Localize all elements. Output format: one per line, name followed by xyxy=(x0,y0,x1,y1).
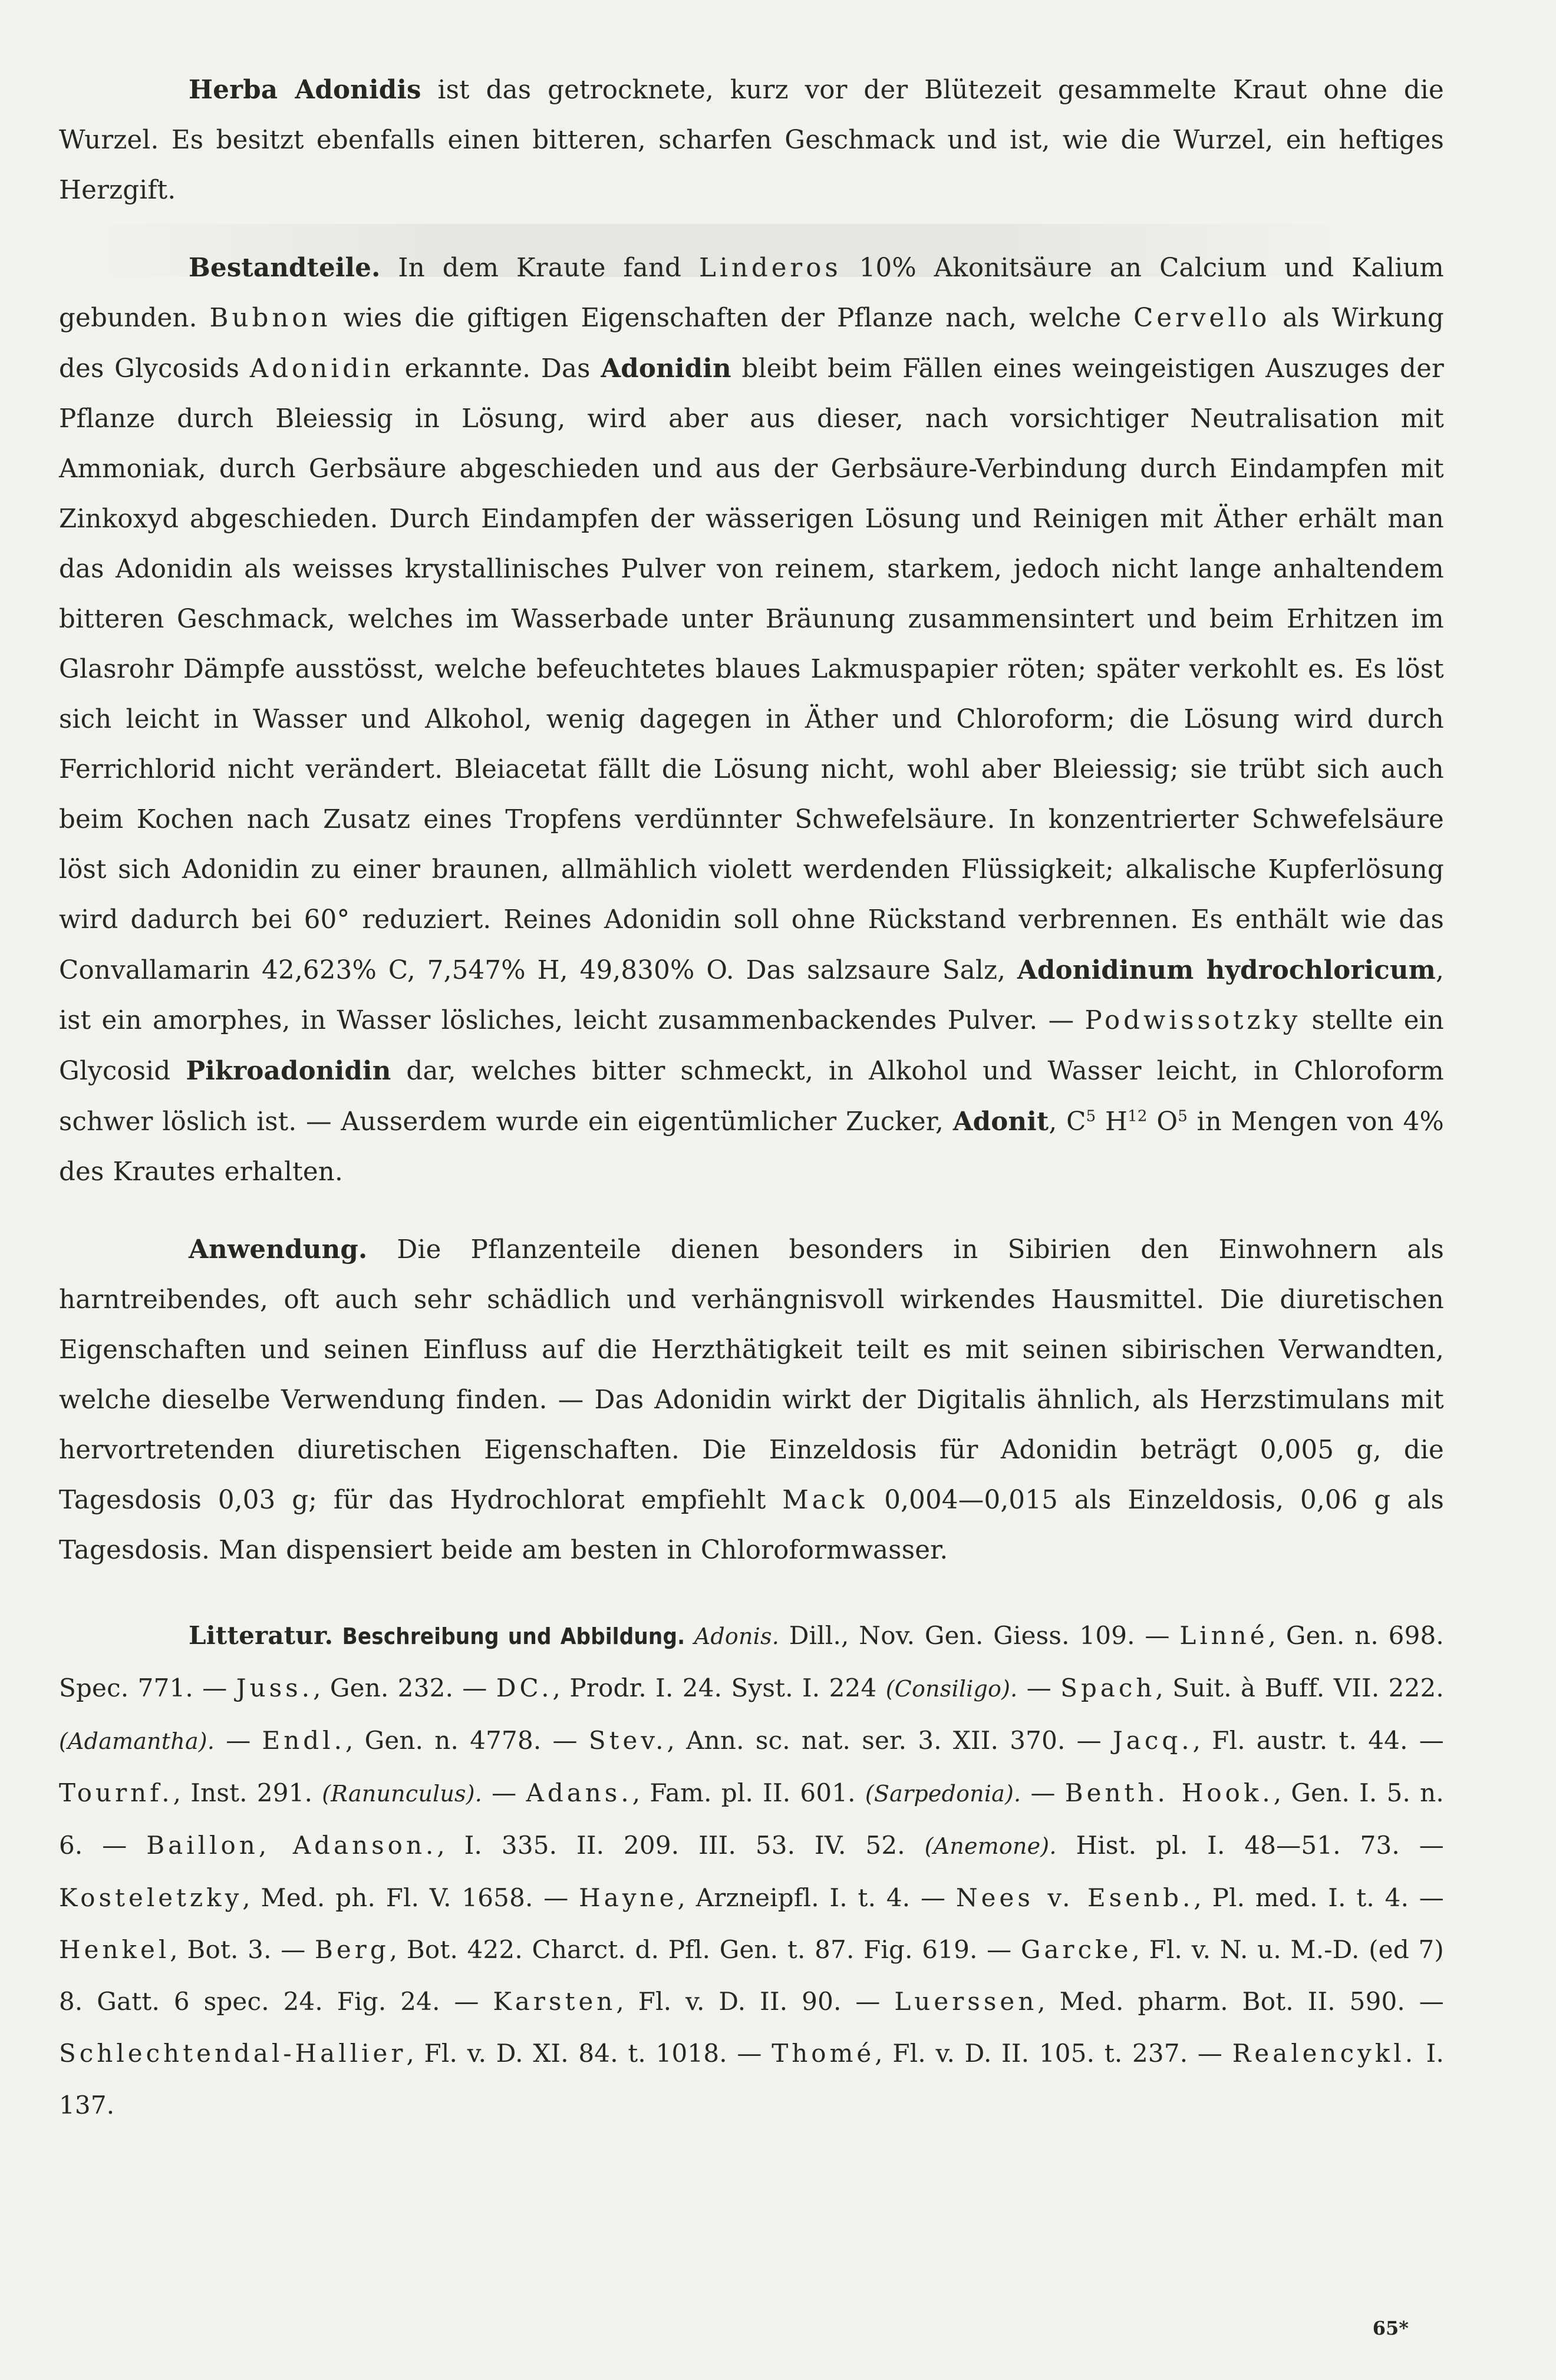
text-run: , Fam. pl. II. 601. xyxy=(632,1778,865,1807)
author-name: Juss. xyxy=(236,1673,314,1702)
text-run: , Fl. v. N. u. M.-D. (ed 7) 8. Gatt. 6 spec. 24. Fig. 24. — xyxy=(59,1935,1445,2016)
text-run: bleibt beim Fällen eines weingeistigen Auszuges der Pflanze durch Bleiessig in Lösung, wird aber aus dieser, nach vorsichtiger Neutralisation mit Ammoniak, durch Gerbsäure abgeschieden und aus der Gerbsäure-Verbindung durch Eindampfen mit Zinkoxyd abgeschieden. Durch Eindampfen der wässerigen Lösung und Reinigen mit Äther erhält man das Adonidin als weisses krystallinisches Pulver von reinem, starkem, jedoch nicht lange anhaltendem bitteren Geschmack, welches im Wasserbade unter Bräunung zusammensintert und beim Erhitzen im Glasrohr Dämpfe ausstösst, welche befeuchtetes blaues Lakmuspapier röten; später verkohlt es. Es löst sich leicht in Wasser und Alkohol, wenig dagegen in Äther und Chloroform; die Lösung wird durch Ferrichlorid nicht verändert. Bleiacetat fällt die Lösung nicht, wohl aber Bleiessig; sie trübt sich auch beim Kochen nach Zusatz eines Tropfens verdünnter Schwefelsäure. In konzentrierter Schwefelsäure löst sich Adonidin zu einer braunen, allmählich violett werdenden Flüssigkeit; alkalische Kupferlösung wird dadurch bei 60° reduziert. Reines Adonidin soll ohne Rückstand verbrennen. Es enthält wie das Convallamarin 42,623% C, 7,547% H, 49,830% O. Das salzsaure Salz, xyxy=(59,354,1445,985)
text-run: , Inst. 291. xyxy=(173,1778,322,1807)
text-run: , Arzneipfl. I. t. 4. — xyxy=(677,1883,956,1912)
text-run: , I. 335. II. 209. III. 53. IV. 52. xyxy=(437,1831,925,1860)
taxon-name: (Ranunculus). xyxy=(322,1781,483,1807)
page-signature: 65* xyxy=(1372,2317,1409,2339)
text-run: 10% Akonitsäure an Calcium und Kalium gebunden. xyxy=(59,253,1444,333)
compound-name: Adonidin xyxy=(601,354,731,384)
taxon-name: Adonis. xyxy=(685,1623,780,1649)
formula-superscript: 12 xyxy=(1128,1107,1148,1125)
paragraph-lead: Herba Adonidis xyxy=(189,75,421,105)
author-name: Kosteletzky xyxy=(59,1883,243,1912)
author-name: Garcke xyxy=(1020,1935,1132,1964)
text-run: Die Pflanzenteile dienen besonders in Sibirien den Einwohnern als harntreibendes, oft auch sehr schädlich und verhängnisvoll wirkendes Hausmittel. Die diuretischen Eigenschaften und seinen Einfluss auf die Herzthätigkeit teilt es mit seinen sibirischen Verwandten, welche dieselbe Verwendung finden. — Das Adonidin wirkt der Digitalis ähnlich, als Herzstimulans mit hervortretenden diuretischen Eigenschaften. Die Einzeldosis für Adonidin beträgt 0,005 g, die Tagesdosis 0,03 g; für das Hydrochlorat empfiehlt xyxy=(59,1235,1444,1515)
paragraph-herba-adonidis xyxy=(59,65,1444,216)
author-name: Linné xyxy=(1179,1621,1268,1650)
text-run: , Pl. med. I. t. 4. — xyxy=(1194,1883,1445,1912)
text-run: , Bot. 422. Charct. d. Pfl. Gen. t. 87. Fig. 619. — xyxy=(389,1935,1021,1964)
author-name: DC. xyxy=(496,1673,553,1702)
text-run: 0,004—0,015 als Einzeldosis, 0,06 g als Tagesdosis. Man dispensiert beide am besten in Chloroformwasser. xyxy=(59,1486,1444,1565)
text-run: in Mengen von 4% des Krautes erhalten. xyxy=(59,1107,1444,1187)
author-name: Tournf. xyxy=(59,1778,173,1807)
text-run: als Wirkung des Glycosids xyxy=(59,303,1444,384)
author-name: Schlechtendal-Hallier xyxy=(59,2039,407,2068)
author-name: Endl. xyxy=(262,1726,345,1755)
author-name: Bubnon xyxy=(209,303,331,333)
paragraph-anwendung xyxy=(59,1224,1444,1576)
text-run: In dem Kraute fand xyxy=(380,253,700,283)
paragraph-litteratur xyxy=(59,1610,1444,2131)
taxon-name: (Consiligo). xyxy=(885,1676,1018,1702)
compound-name: Adonidin xyxy=(249,354,394,384)
author-name: Spach xyxy=(1060,1673,1156,1702)
text-run: wies die giftigen Eigenschaften der Pflanze nach, welche xyxy=(331,303,1134,333)
taxon-name: (Adamantha). xyxy=(59,1728,215,1754)
paragraph-lead: Litteratur. xyxy=(189,1621,334,1650)
text-run: , Prodr. I. 24. Syst. I. 224 xyxy=(552,1673,886,1702)
paragraph-sublead: Beschreibung und Abbildung. xyxy=(333,1623,685,1649)
text-run: , Fl. v. D. II. 90. — xyxy=(616,1987,895,2016)
author-name: Jacq. xyxy=(1112,1726,1193,1755)
author-name: Karsten xyxy=(493,1987,617,2016)
author-name: Thomé xyxy=(772,2039,875,2068)
formula-superscript: 5 xyxy=(1178,1107,1188,1125)
text-run: — xyxy=(1021,1778,1065,1807)
text-run: , C xyxy=(1049,1107,1086,1137)
text-run: , Fl. v. D. II. 105. t. 237. — xyxy=(875,2039,1232,2068)
author-name: Linderos xyxy=(699,253,842,283)
author-name: Benth. Hook. xyxy=(1064,1778,1274,1807)
text-run: , Gen. n. 698. Spec. 771. — xyxy=(59,1621,1444,1702)
text-run: I. 137. xyxy=(59,2039,1445,2120)
text-run: , Ann. sc. nat. ser. 3. XII. 370. — xyxy=(667,1726,1113,1755)
compound-name: Adonidinum hydrochloricum xyxy=(1017,955,1436,985)
paragraph-bestandteile xyxy=(59,243,1444,1197)
taxon-name: (Anemone). xyxy=(924,1833,1057,1859)
author-name: Realencykl. xyxy=(1232,2039,1417,2068)
text-run: , Med. pharm. Bot. II. 590. — xyxy=(1037,1987,1444,2016)
text-run: erkannte. Das xyxy=(394,354,601,384)
compound-name: Pikroadonidin xyxy=(186,1056,391,1086)
text-run: , Fl. austr. t. 44. — xyxy=(1192,1726,1444,1755)
text-run: O xyxy=(1147,1107,1178,1137)
author-name: Stev. xyxy=(588,1726,667,1755)
text-run: H xyxy=(1096,1107,1128,1137)
text-run: — xyxy=(215,1726,262,1755)
paragraph-text: ist das getrocknete, kurz vor der Blütezeit gesammelte Kraut ohne die Wurzel. Es besitzt ebenfalls einen bitteren, scharfen Geschmack und ist, wie die Wurzel, ein heftiges Herzgift. xyxy=(59,75,1444,205)
compound-name: Adonit xyxy=(952,1107,1049,1137)
text-run: Dill., Nov. Gen. Giess. 109. — xyxy=(779,1621,1180,1650)
text-run: , Gen. 232. — xyxy=(313,1673,496,1702)
author-name: Henkel xyxy=(59,1935,170,1964)
text-run: , Fl. v. D. XI. 84. t. 1018. — xyxy=(406,2039,772,2068)
text-run: — xyxy=(482,1778,526,1807)
text-run: — xyxy=(1017,1673,1061,1702)
author-name: Cervello xyxy=(1133,303,1271,333)
author-name: Berg xyxy=(315,1935,390,1964)
text-run: dar, welches bitter schmeckt, in Alkohol und Wasser leicht, in Chloroform schwer löslich ist. — Ausserdem wurde ein eigentümlicher Zucker, xyxy=(59,1057,1444,1137)
taxon-name: (Sarpedonia). xyxy=(865,1781,1021,1807)
text-run: , ist ein amorphes, in Wasser lösliches, leicht zusammenbackendes Pulver. — xyxy=(59,956,1445,1035)
author-name: Baillon, Adanson. xyxy=(146,1831,437,1860)
author-name: Luerssen xyxy=(894,1987,1038,2016)
formula-superscript: 5 xyxy=(1086,1107,1096,1125)
author-name: Hayne xyxy=(579,1883,678,1912)
book-page xyxy=(59,65,1444,2351)
paragraph-lead: Anwendung. xyxy=(189,1234,368,1265)
text-run: Hist. pl. I. 48—51. 73. — xyxy=(1056,1831,1444,1860)
author-name: Podwissotzky xyxy=(1084,1006,1301,1035)
author-name: Mack xyxy=(782,1486,868,1515)
text-run: , Gen. n. 4778. — xyxy=(345,1726,589,1755)
text-run: , Bot. 3. — xyxy=(170,1935,315,1964)
paragraph-lead: Bestandteile. xyxy=(189,253,381,283)
author-name: Adans. xyxy=(526,1778,632,1807)
text-run: stellte ein Glycosid xyxy=(59,1006,1445,1086)
text-run: , Suit. à Buff. VII. 222. xyxy=(1155,1673,1444,1702)
text-run: , Gen. I. 5. n. 6. — xyxy=(59,1778,1444,1860)
author-name: Nees v. Esenb. xyxy=(955,1883,1194,1912)
text-run: , Med. ph. Fl. V. 1658. — xyxy=(242,1883,579,1912)
